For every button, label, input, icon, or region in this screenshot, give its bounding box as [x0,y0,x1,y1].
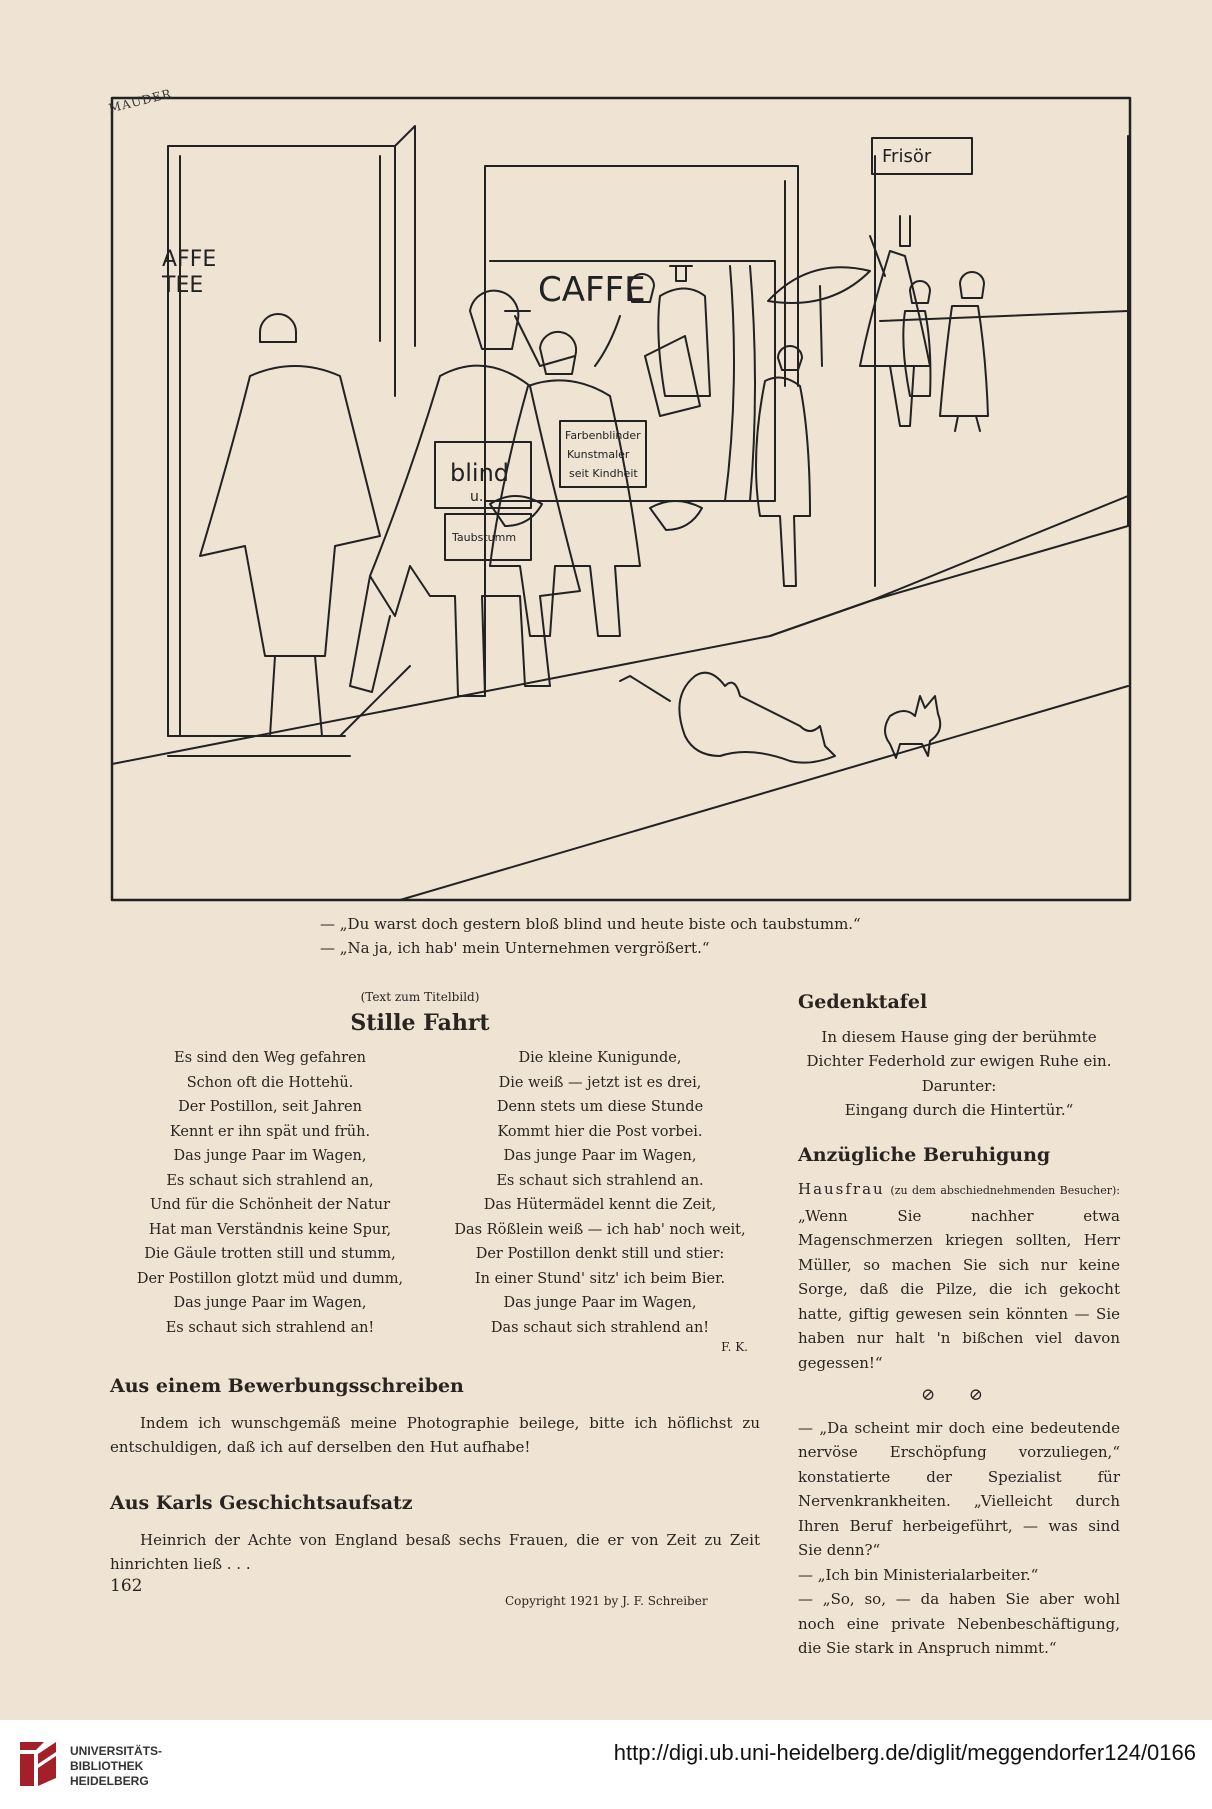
beruhigung-heading: Anzügliche Beruhigung [798,1143,1051,1166]
dialog-text: — „Da scheint mir doch eine bedeutende nervöse Erschöpfung vorzuliegen,“ konstatierte der Spezialist für Nervenkrankheiten. „Vielleicht durch Ihren Beruf herbeigeführt, — was sind Sie denn?“ [798,1418,1120,1559]
beruhigung-stage: (zu dem abschiednehmenden Besucher): [890,1184,1120,1197]
poem-line: Es schaut sich strahlend an, [166,1172,374,1189]
bewerbung-heading: Aus einem Bewerbungsschreiben [110,1375,464,1397]
poem-line: Es schaut sich strahlend an. [496,1172,704,1189]
ornament-divider: ⊘ ⊘ [921,1385,997,1405]
blind-sign-text-2: u. [470,489,484,505]
beruhigung-paragraph [798,1177,1120,1375]
library-name-line: HEIDELBERG [70,1774,149,1788]
dialog-answer-1: — „Ich bin Ministerialarbeiter.“ [798,1565,1039,1584]
poem-line: Die weiß — jetzt ist es drei, [498,1074,702,1091]
deaf-mute-sign-text: Taubstumm [452,531,517,544]
poem-line: Das junge Paar im Wagen, [173,1148,367,1164]
poem-line: Das schaut sich strahlend an! [490,1319,710,1336]
cafe-main-sign: CAFFE [538,270,646,310]
painter-sign-line3: seit Kindheit [569,467,638,480]
poem-line: Hat man Verständnis keine Spur, [148,1221,392,1238]
poem-title: Stille Fahrt [350,1010,490,1036]
dialog-answer-2: — „So, so, — da haben Sie aber wohl noch eine private Nebenbeschäftigung, die Sie stark in Anspruch nimmt.“ [798,1590,1120,1657]
poem-line: Schon oft die Hottehü. [186,1074,354,1091]
cafe-left-sign-line2: TEE [162,273,204,298]
permalink-url[interactable]: http://digi.ub.uni-heidelberg.de/diglit/meggendorfer124/0166 [613,1740,1196,1765]
artist-signature: MAUDER [107,86,174,116]
gedenktafel-eingang: Eingang durch die Hintertür.“ [844,1101,1074,1119]
gedenktafel-darunter: Darunter: [921,1076,997,1095]
poem-line: Und für die Schönheit der Natur [149,1197,391,1213]
poem-line: Kennt er ihn spät und früh. [169,1123,371,1140]
poem-line: Der Postillon, seit Jahren [178,1099,362,1115]
poem-line: Die Gäule trotten still und stumm, [144,1246,396,1262]
library-name [70,1744,162,1789]
blind-sign-text: blind [450,459,510,487]
poem-line: Das Hütermädel kennt die Zeit, [483,1197,717,1213]
painter-sign-line2: Kunstmaler [567,448,630,461]
library-logo-icon [14,1738,62,1790]
library-name-line: BIBLIOTHEK [70,1759,144,1773]
viewer-footer [0,1720,1212,1809]
poem-stanza-right [440,1046,760,1340]
poem-line: In einer Stund' sitz' ich beim Bier. [474,1270,726,1287]
poem-line: Denn stets um diese Stunde [496,1099,704,1115]
poem-line: Das junge Paar im Wagen, [173,1295,367,1311]
left-column [110,990,760,1573]
painter-sign-line1: Farbenblinder [565,429,641,442]
poem-line: Das Rößlein weiß — ich hab' noch weit, [454,1221,746,1238]
caption-line-1: — „Du warst doch gestern bloß blind und heute biste och taubstumm.“ [320,915,861,933]
library-name-line: UNIVERSITÄTS- [70,1744,163,1758]
friseur-sign: Frisör [882,146,932,167]
poem-line: Der Postillon denkt still und stier: [475,1246,725,1262]
poem-line: Die kleine Kunigunde, [518,1050,682,1066]
caption-line-2: — „Na ja, ich hab' mein Unternehmen vergrößert.“ [320,939,710,957]
poem-line: Es schaut sich strahlend an! [165,1319,375,1336]
page-number: 162 [110,1576,143,1596]
poem-line: Kommt hier die Post vorbei. [497,1123,703,1140]
karl-heading: Aus Karls Geschichtsaufsatz [110,1492,413,1514]
cartoon-caption [320,912,1020,960]
cafe-left-sign-line1: AFFE [162,247,217,272]
poem [110,1046,760,1340]
cartoon-illustration [110,96,1132,904]
beruhigung-text: „Wenn Sie nachher etwa Magenschmerzen kriegen sollten, Herr Müller, so machen Sie sich nur keine Sorge, daß die Pilze, die ich gekocht hatte, giftig gewesen sein könnten — Sie haben nur halt 'n bißchen viel davon gegessen!“ [798,1206,1120,1372]
copyright-notice: Copyright 1921 by J. F. Schreiber [505,1594,708,1608]
gedenktafel-heading: Gedenktafel [798,991,928,1013]
bewerbung-text: Indem ich wunschgemäß meine Photographie beilege, bitte ich höflichst zu entschuldigen, daß ich auf derselben den Hut aufhabe! [110,1414,760,1456]
beruhigung-speaker: Hausfrau [798,1180,885,1198]
right-column [798,990,1120,1661]
karl-text: Heinrich der Achte von England besaß sechs Frauen, die er von Zeit zu Zeit hinrichten ließ . . . [110,1531,760,1573]
poem-line: Es sind den Weg gefahren [173,1050,366,1066]
gedenktafel-text: In diesem Hause ging der berühmte Dichter Federhold zur ewigen Ruhe ein. [806,1027,1112,1070]
poem-note: (Text zum Titelbild) [360,990,480,1004]
poem-signoff: F. K. [721,1340,748,1354]
poem-line: Der Postillon glotzt müd und dumm, [136,1270,404,1287]
poem-line: Das junge Paar im Wagen, [503,1148,697,1164]
poem-line: Das junge Paar im Wagen, [503,1295,697,1311]
poem-stanza-left [110,1046,430,1340]
